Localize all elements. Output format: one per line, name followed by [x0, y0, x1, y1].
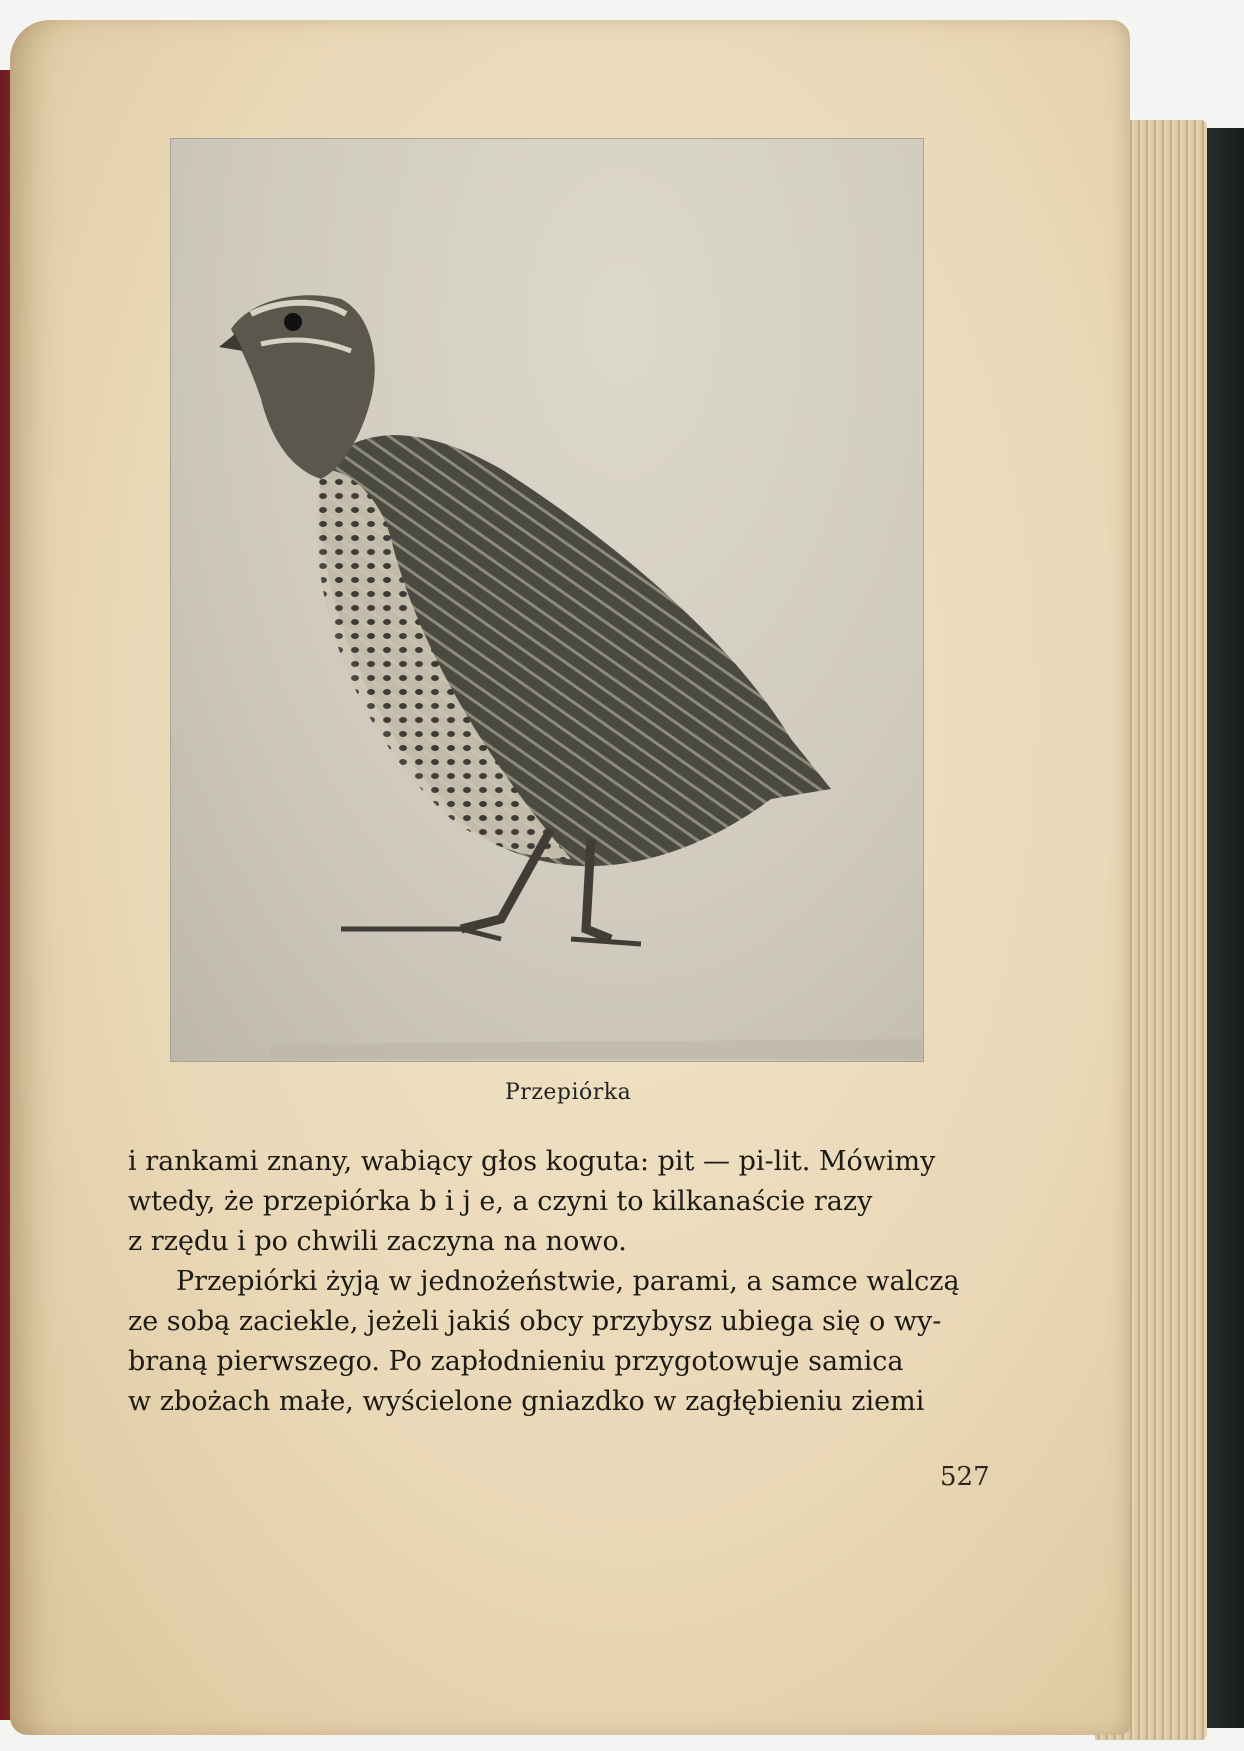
quail-photo [170, 138, 924, 1062]
page-number: 527 [940, 1462, 990, 1492]
text-line: Przepiórki żyją w jednożeństwie, parami, a samce walczą [176, 1266, 960, 1297]
figure-caption: Przepiórka [505, 1080, 632, 1105]
paragraph-1 [128, 1142, 988, 1262]
paragraph-2 [128, 1262, 988, 1422]
text-line: ze sobą zaciekle, jeżeli jakiś obcy przybysz ubiega się o wy- [128, 1306, 942, 1337]
quail-illustration [171, 139, 923, 1061]
text-line: z rzędu i po chwili zaczyna na nowo. [128, 1226, 627, 1257]
text-line: wtedy, że przepiórka b i j e, a czyni to kilkanaście razy [128, 1186, 873, 1217]
text-line: i rankami znany, wabiący głos koguta: pit — pi-lit. Mówimy [128, 1146, 936, 1177]
text-line: braną pierwszego. Po zapłodnieniu przygotowuje samica [128, 1346, 904, 1377]
text-line: w zbożach małe, wyścielone gniazdko w zagłębieniu ziemi [128, 1386, 925, 1417]
